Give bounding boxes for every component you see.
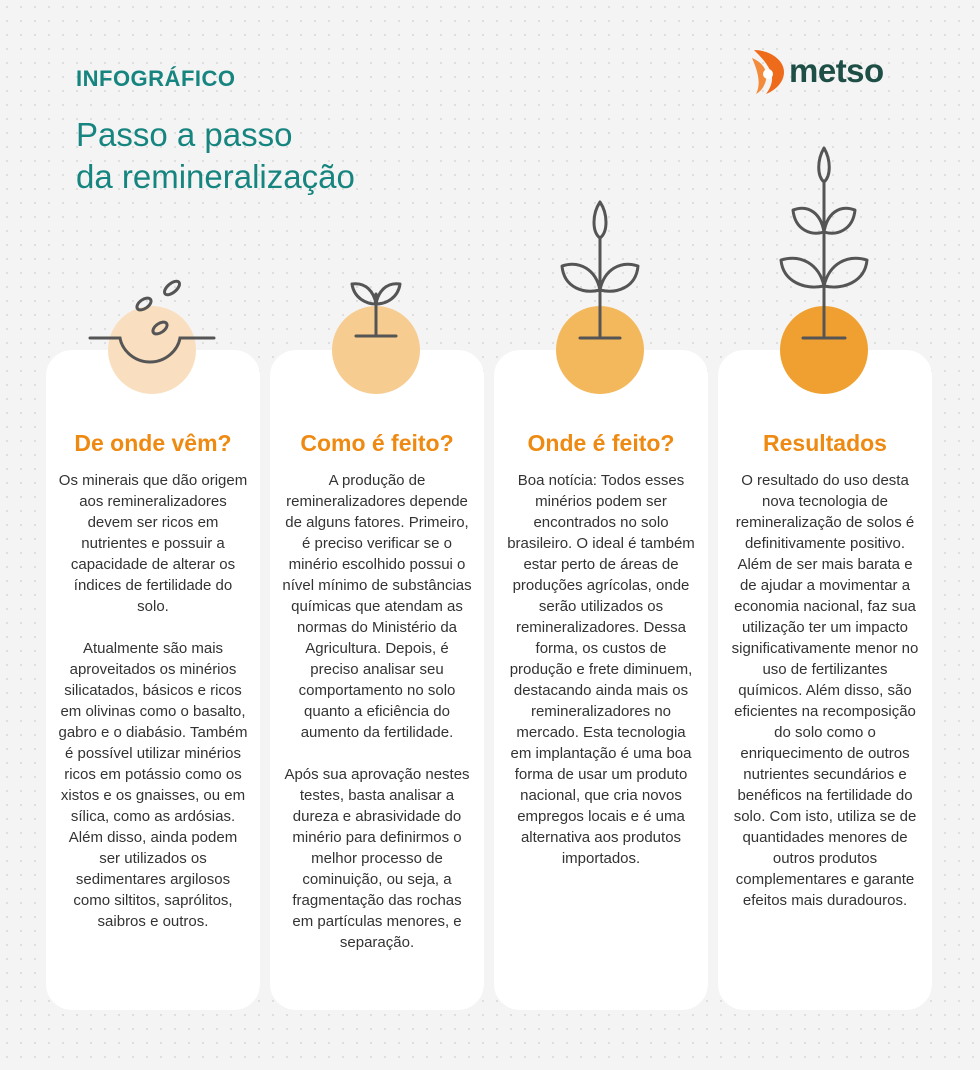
metso-logo [748,48,918,98]
card-results [718,350,932,1010]
eyebrow-label: INFOGRÁFICO [76,66,236,91]
card-origin [46,350,260,1010]
card-process [270,350,484,1010]
metso-logo-icon [748,48,788,96]
young-plant-icon [550,198,650,348]
card-body [282,470,472,974]
page-title [76,114,596,198]
grown-plant-icon [769,144,879,344]
card-title: De onde vêm? [74,430,232,456]
sprout-icon [336,268,416,348]
card-body [58,470,248,953]
metso-wordmark: metso [789,52,884,89]
card-paragraph: Boa notícia: Todos esses minérios podem ser encontrados no solo brasileiro. O ideal é também estar perto de áreas de produções agrícolas, onde serão utilizados os remineralizadores. Dessa forma, os custos de produção e frete diminuem, destacando ainda mais os remineralizadores no mercado. Esta tecnologia em implantação é uma boa forma de usar um produto nacional, que cria novos empregos locais e é uma alternativa aos produtos importados. [507,472,695,867]
card-paragraph: O resultado do uso desta nova tecnologia de remineralização de solos é definitivamente positivo. Além de ser mais barata e de ajudar a movimentar a economia nacional, faz sua utilização ter um impacto significativamente menor no uso de fertilizantes químicos. Além disso, são eficientes na recomposição do solo como o enriquecimento de outros nutrientes secundários e benéficos na fertilidade do solo. Com isto, utiliza se de quantidades menores de outros produtos complementares e garante efeitos mais duradouros. [731,472,919,909]
card-paragraph: Os minerais que dão origem aos remineralizadores devem ser ricos em nutrientes e possuir a capacidade de alterar os índices de fertilidade do solo. [58,472,248,615]
card-paragraph: Após sua aprovação nestes testes, basta analisar a dureza e abrasividade do minério para definirmos o melhor processo de cominuição, ou seja, a fragmentação das rochas em partículas menores, e separação. [284,766,470,951]
page-title-line-2: da remineralização [76,158,355,195]
card-body [730,470,920,932]
card-paragraph: Atualmente são mais aproveitados os minérios silicatados, básicos e ricos em olivinas como o basalto, gabro e o diabásio. Também é possível utilizar minérios ricos em potássio como os xistos e os gnaisses, ou em sílica, como as ardósias. Além disso, ainda podem ser utilizados os sedimentares argilosos como siltitos, saprólitos, saibros e outros. [58,640,248,930]
seeds-icon [86,270,226,380]
card-location [494,350,708,1010]
card-body [506,470,696,890]
card-paragraph: A produção de remineralizadores depende de alguns fatores. Primeiro, é preciso verificar se o minério escolhido possui o nível mínimo de substâncias químicas que atendam as normas do Ministério da Agricultura. Depois, é preciso analisar seu comportamento no solo quanto a eficiência do aumento da fertilidade. [282,472,472,741]
card-title: Resultados [763,430,887,456]
card-title: Onde é feito? [527,430,675,456]
page-title-line-1: Passo a passo [76,116,293,153]
card-title: Como é feito? [300,430,454,456]
